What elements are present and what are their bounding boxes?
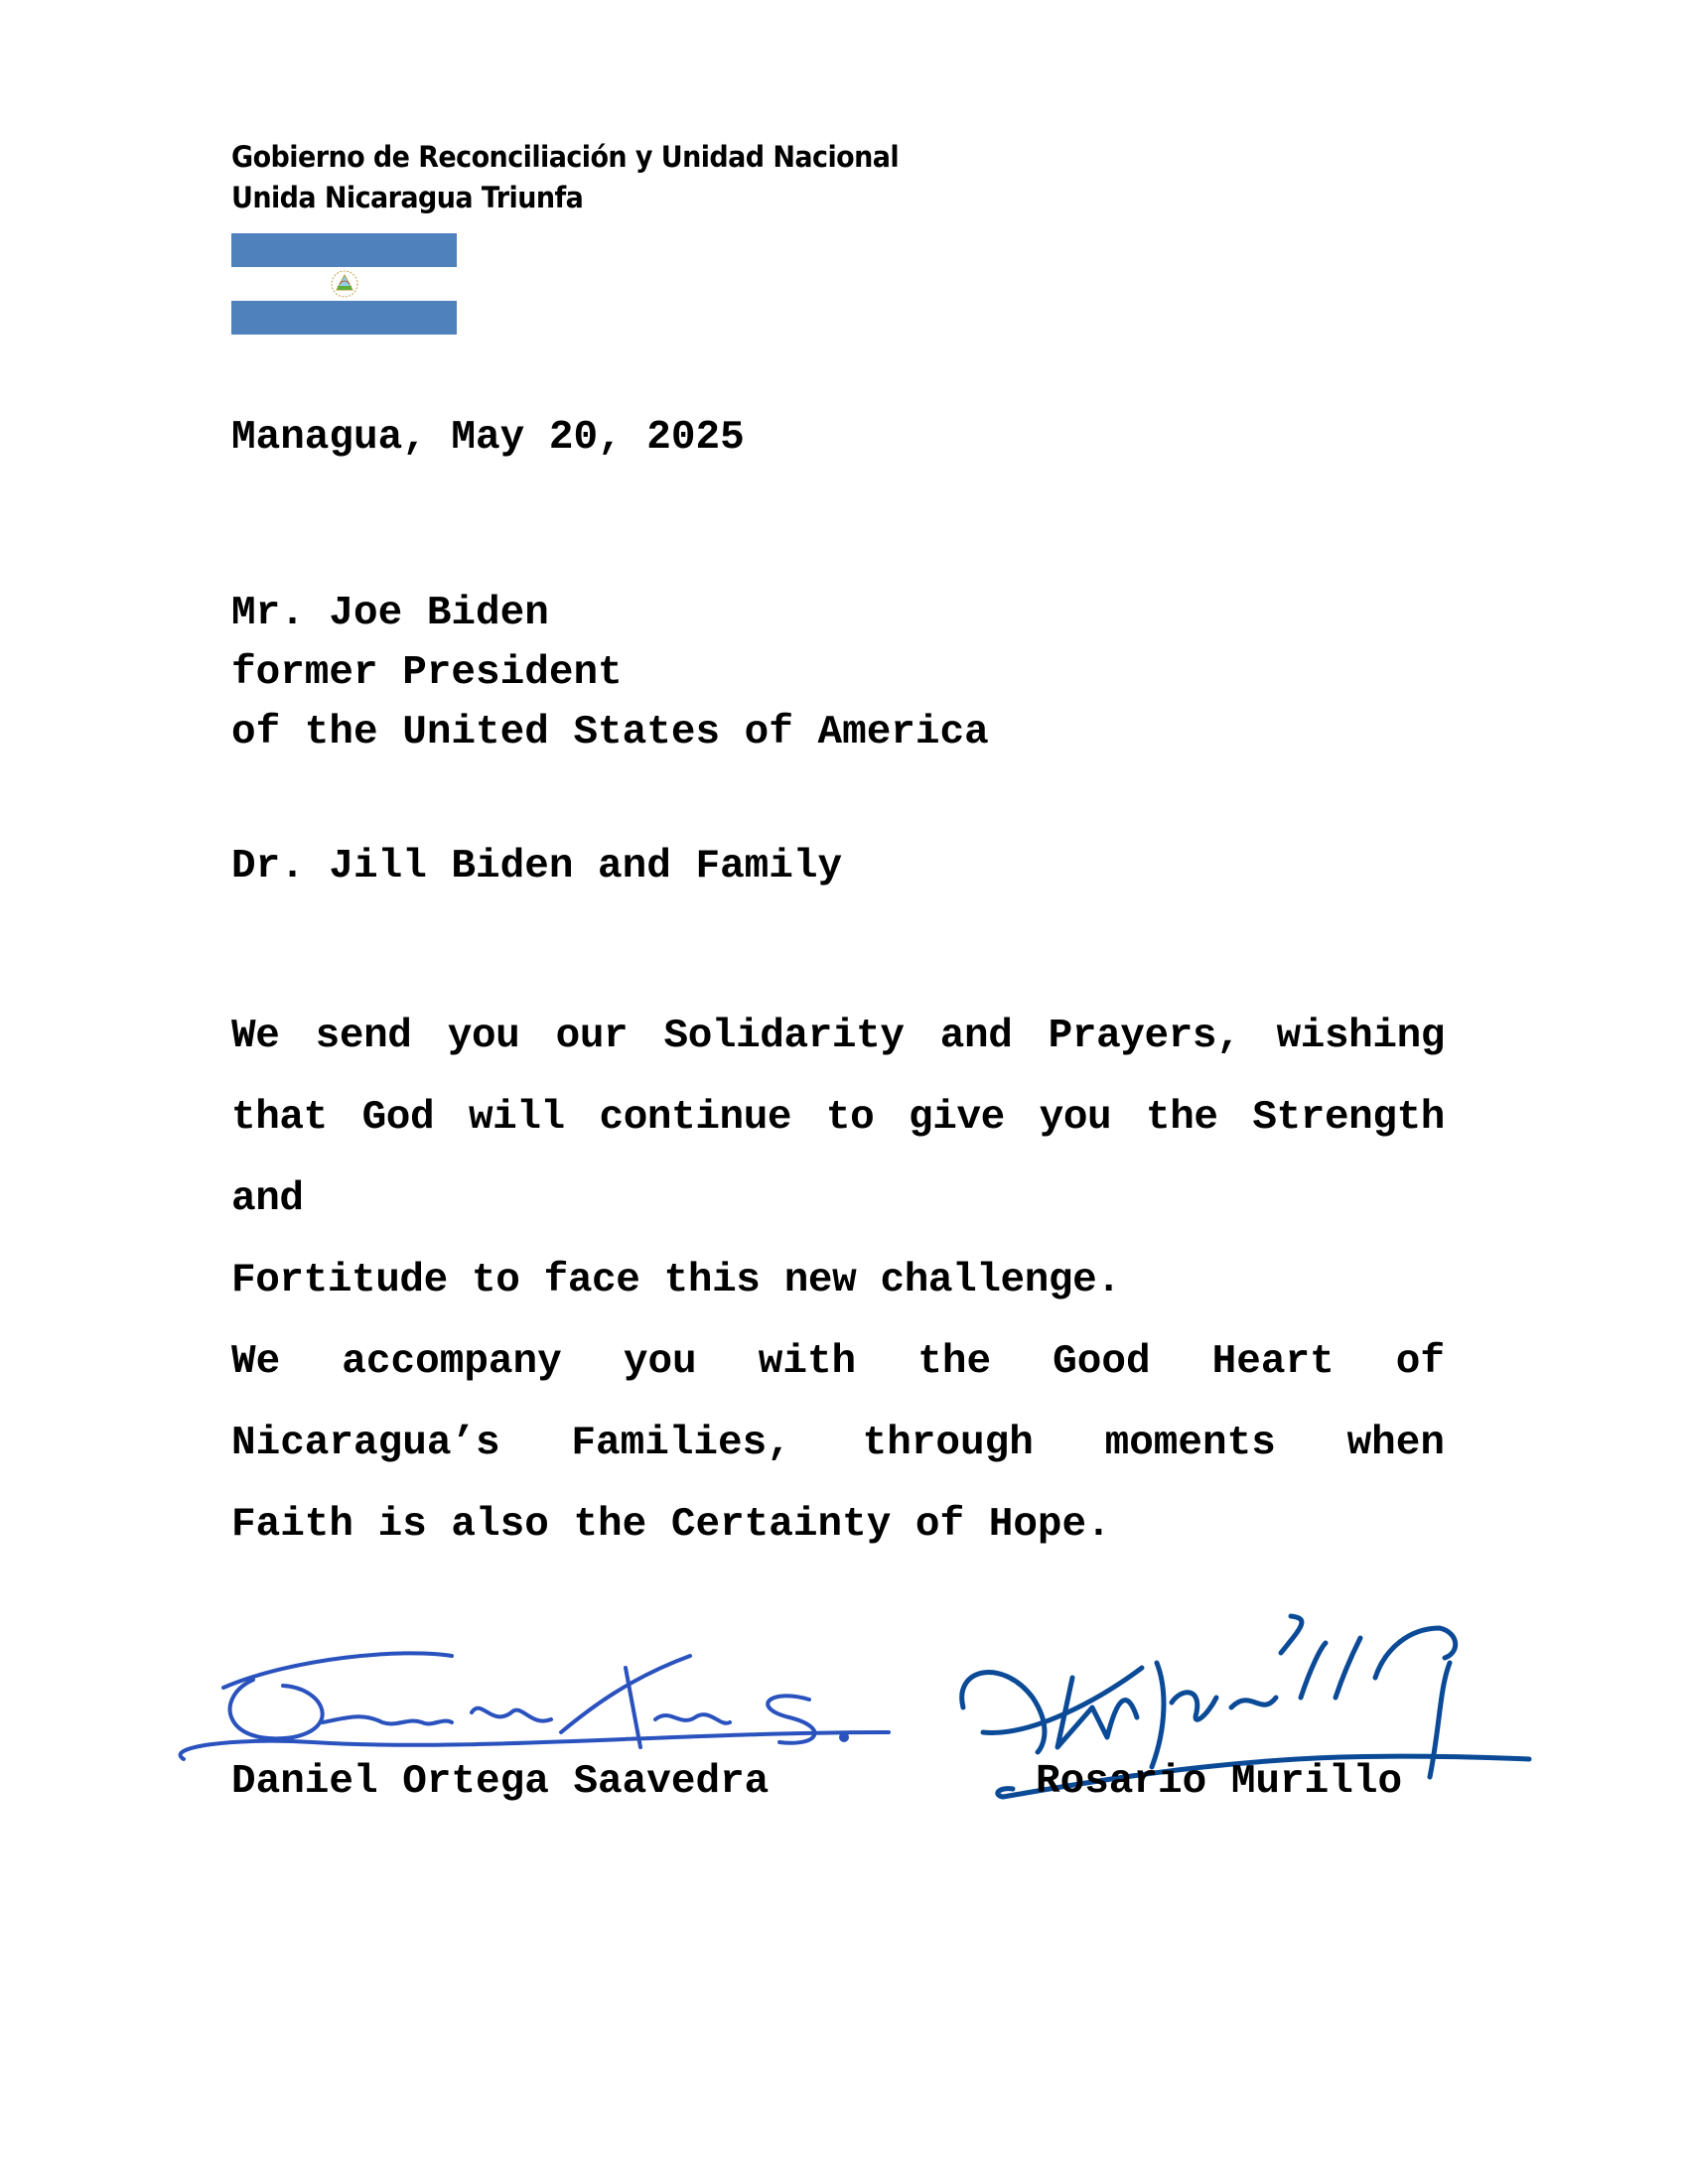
signatory-name-ortega: Daniel Ortega Saavedra	[231, 1759, 770, 1805]
paragraph-line: We accompany you with the Good Heart of	[231, 1339, 1445, 1385]
recipient-country: of the United States of America	[231, 710, 989, 755]
flag-stripe-top	[231, 233, 457, 267]
paragraph-line: Faith is also the Certainty of Hope.	[231, 1502, 1111, 1548]
letter-date: Managua, May 20, 2025	[231, 415, 745, 461]
ortega-signature-icon	[174, 1628, 909, 1767]
paragraph-line: Fortitude to face this new challenge.	[231, 1258, 1121, 1303]
recipient-address	[231, 584, 989, 762]
letterhead-government-name: Gobierno de Reconciliación y Unidad Nacional	[231, 140, 900, 174]
paragraph-line: that God will continue to give you the Strength and	[231, 1095, 1445, 1222]
flag-stripe-middle	[231, 267, 457, 301]
coat-of-arms-icon	[330, 269, 359, 299]
letterhead-slogan: Unida Nicaragua Triunfa	[231, 181, 584, 214]
paragraph-line: Nicaragua’s Families, through moments when	[231, 1421, 1445, 1466]
signatory-name-murillo: Rosario Murillo	[1036, 1759, 1403, 1805]
body-paragraph-1	[231, 996, 1445, 1321]
recipient-family: Dr. Jill Biden and Family	[231, 844, 843, 889]
body-paragraph-2	[231, 1321, 1445, 1566]
nicaragua-flag-icon	[231, 233, 457, 335]
recipient-name: Mr. Joe Biden	[231, 591, 549, 636]
paragraph-line: We send you our Solidarity and Prayers, wishing	[231, 1014, 1445, 1059]
recipient-title: former President	[231, 650, 623, 696]
flag-stripe-bottom	[231, 301, 457, 335]
letterhead	[231, 137, 899, 218]
